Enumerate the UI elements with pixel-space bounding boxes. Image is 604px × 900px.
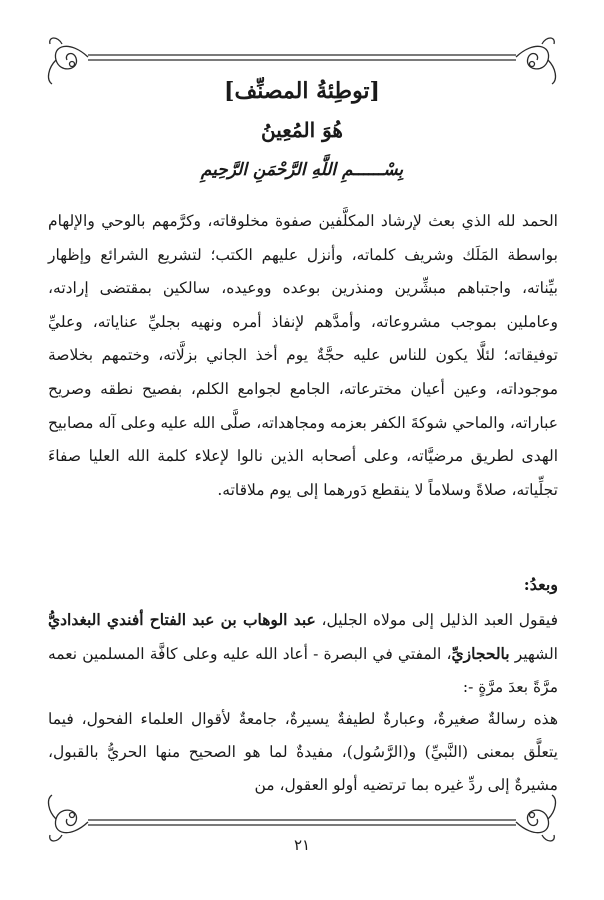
author-name: عبد الوهاب بن عبد الفتاح أفندي البغداديُّ (48, 610, 316, 629)
page-number: ٢١ (293, 836, 311, 854)
text-run: فيقول العبد الذليل إلى مولاه الجليل، (315, 611, 558, 629)
invocation-heading: هُوَ المُعِينُ (261, 118, 343, 142)
author-nisba: بالحجازيِّ (451, 644, 510, 663)
text-run: الشهير (509, 645, 558, 663)
paragraph-treatise-description: هذه رسالةٌ صغيرةٌ، وعبارةٌ لطيفةٌ يسيرةٌ، جامعةٌ لأقوال العلماء الفحول، فيما يتعلَّق بمعنى (النَّبيِّ) و(الرَّسُول)، مفيدةٌ لما هو الصحيح منها الحريُّ بالقبول، مشيرةٌ إلى ردِّ غيره بما ترتضيه أولو العقول، من (48, 710, 558, 794)
paragraph-praise: الحمد لله الذي بعث لإرشاد المكلَّفين صفوة مخلوقاته، وكرَّمهم بالوحي والإلهام بواسطة المَلَك وشريف كلماته، وأنزل عليهم الكتب؛ لتشريع الشرائع وإظهار بيِّناته، واجتباهم مبشِّرين ومنذرين بوعده ووعيده، سالكين بمقتضى إرادته، وعاملين بموجب مشروعاته، وأمدَّهم لإنفاذ أمره ونهيه بجليِّ عناياته، وعليِّ توفيقاته؛ لئلَّا يكون للناس عليه حجَّةٌ يوم أخذ الجاني بزلَّاته، وختمهم بخلاصة موجوداته، وعين أعيان مخترعاته، الجامع لجوامع الكلم، بفصيح نطقه وصريح عباراته، والماحي شوكةَ الكفر بعزمه ومجاهداته، صلَّى الله عليه وعلى آله مصابيح الهدى لطريق مرضيَّاته، وعلى أصحابه الذين نالوا لإعلاء كلمة الله العليا صفاءَ تجلِّياته، صلاةً وسلاماً لا ينقطع دَورهما إلى يوم ملاقاته. (48, 212, 558, 499)
paragraph-author-intro (48, 603, 594, 704)
section-title: [توطِئةُ المصنِّف] (224, 78, 380, 104)
text-run: ، المفتي في البصرة - أعاد الله عليه وعلى كافَّة المسلمين نعمه مرَّةً بعدَ مرَّةٍ -: (48, 645, 558, 696)
paragraph-wabaad: وبعدُ: (523, 575, 558, 594)
basmala: بِسْــــــمِ اللَّهِ الرَّحْمَنِ الرَّحِيمِ (200, 160, 404, 180)
